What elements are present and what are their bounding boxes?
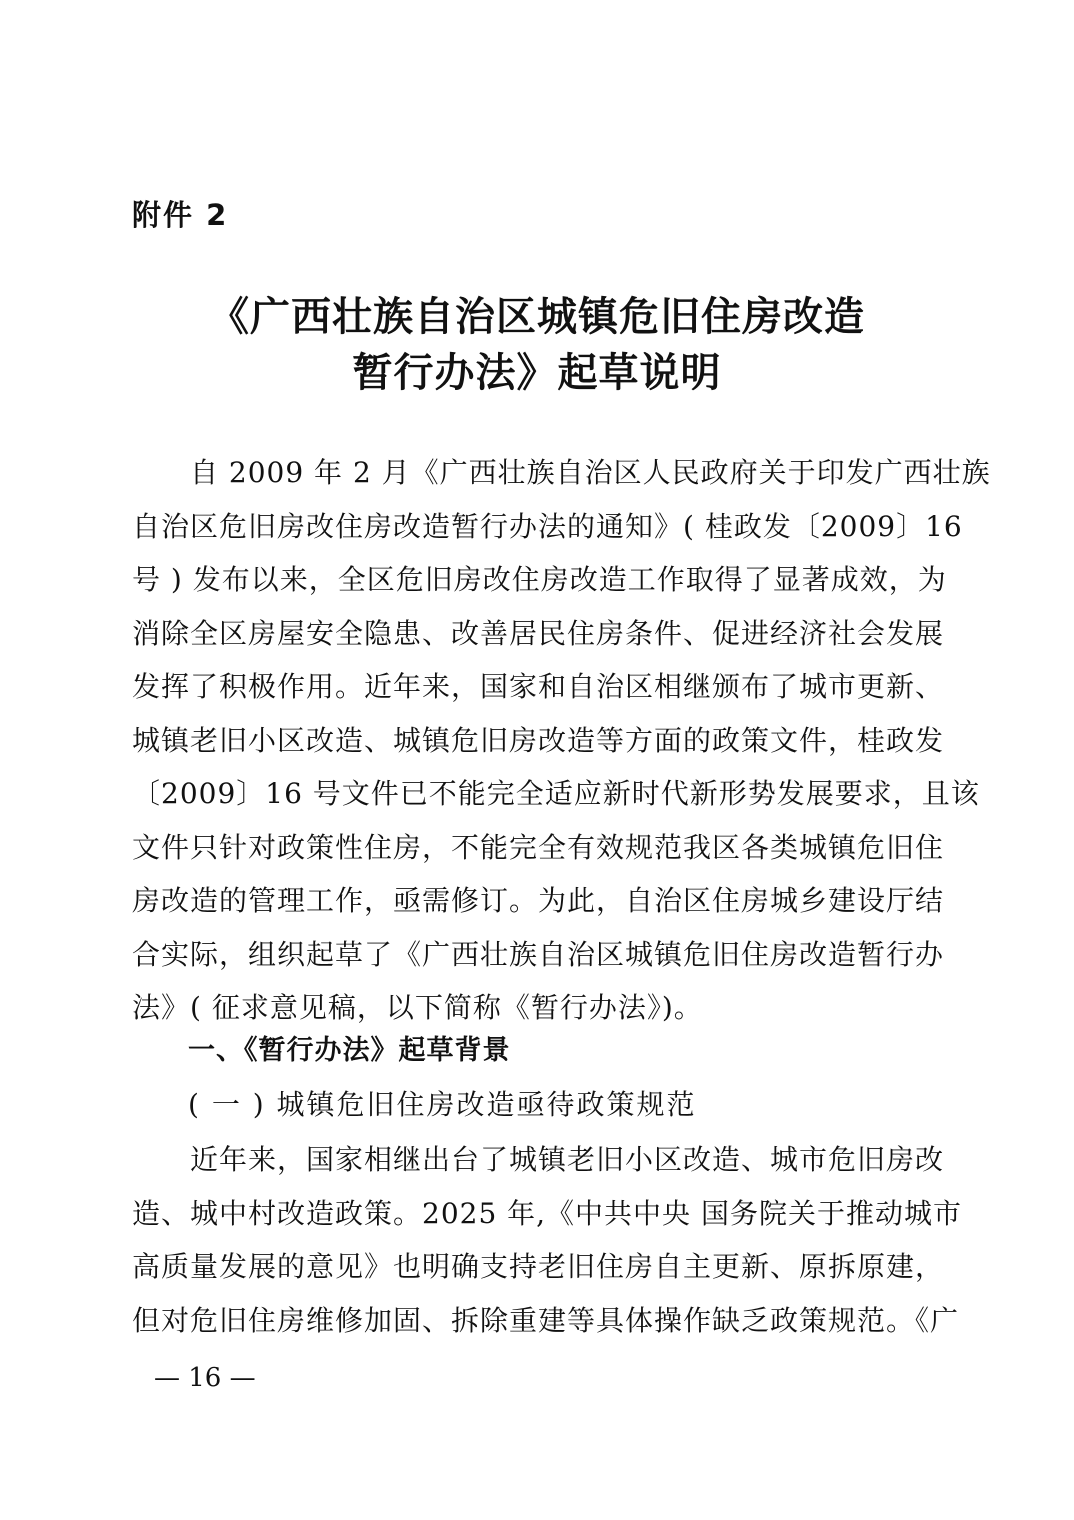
- paragraph-line: 房改造的管理工作，亟需修订。为此，自治区住房城乡建设厅结: [132, 884, 945, 917]
- paragraph-line: 城镇老旧小区改造、城镇危旧房改造等方面的政策文件，桂政发: [132, 723, 945, 757]
- background-paragraph: [132, 1133, 962, 1347]
- page-number: — 16 —: [154, 1363, 256, 1393]
- section-heading-2: ( 一 ) 城镇危旧住房改造亟待政策规范: [188, 1088, 697, 1121]
- attachment-label: 附件 2: [132, 198, 229, 232]
- paragraph-line: 自治区危旧房改住房改造暂行办法的通知》( 桂政发〔2009〕16: [132, 509, 963, 543]
- paragraph-line-last: 法》( 征求意见稿，以下简称《暂行办法》)。: [132, 991, 703, 1024]
- paragraph-line: 号 ) 发布以来，全区危旧房改住房改造工作取得了显著成效，为: [132, 563, 947, 596]
- paragraph-line: 〔2009〕16 号文件已不能完全适应新时代新形势发展要求，且该: [132, 777, 980, 810]
- paragraph-line: 文件只针对政策性住房，不能完全有效规范我区各类城镇危旧住: [132, 830, 945, 864]
- paragraph-line: 自 2009 年 2 月《广西壮族自治区人民政府关于印发广西壮族: [132, 456, 991, 489]
- paragraph-line: 发挥了积极作用。近年来，国家和自治区相继颁布了城市更新、: [132, 670, 945, 703]
- paragraph-line: 高质量发展的意见》也明确支持老旧住房自主更新、原拆原建，: [132, 1250, 945, 1283]
- intro-paragraph: [132, 446, 991, 1035]
- paragraph-line: 近年来，国家相继出台了城镇老旧小区改造、城市危旧房改: [132, 1143, 945, 1176]
- paragraph-line: 合实际，组织起草了《广西壮族自治区城镇危旧住房改造暂行办: [132, 937, 945, 971]
- paragraph-line: 但对危旧住房维修加固、拆除重建等具体操作缺乏政策规范。《广: [132, 1303, 960, 1337]
- document-title-line-1: 《广西壮族自治区城镇危旧住房改造: [209, 293, 865, 340]
- paragraph-line: 造、城中村改造政策。2025 年,《中共中央 国务院关于推动城市: [132, 1196, 962, 1230]
- paragraph-line: 消除全区房屋安全隐患、改善居民住房条件、促进经济社会发展: [132, 616, 945, 650]
- document-title-line-2: 暂行办法》起草说明: [352, 349, 722, 396]
- section-heading-1: 一、《暂行办法》起草背景: [188, 1035, 511, 1066]
